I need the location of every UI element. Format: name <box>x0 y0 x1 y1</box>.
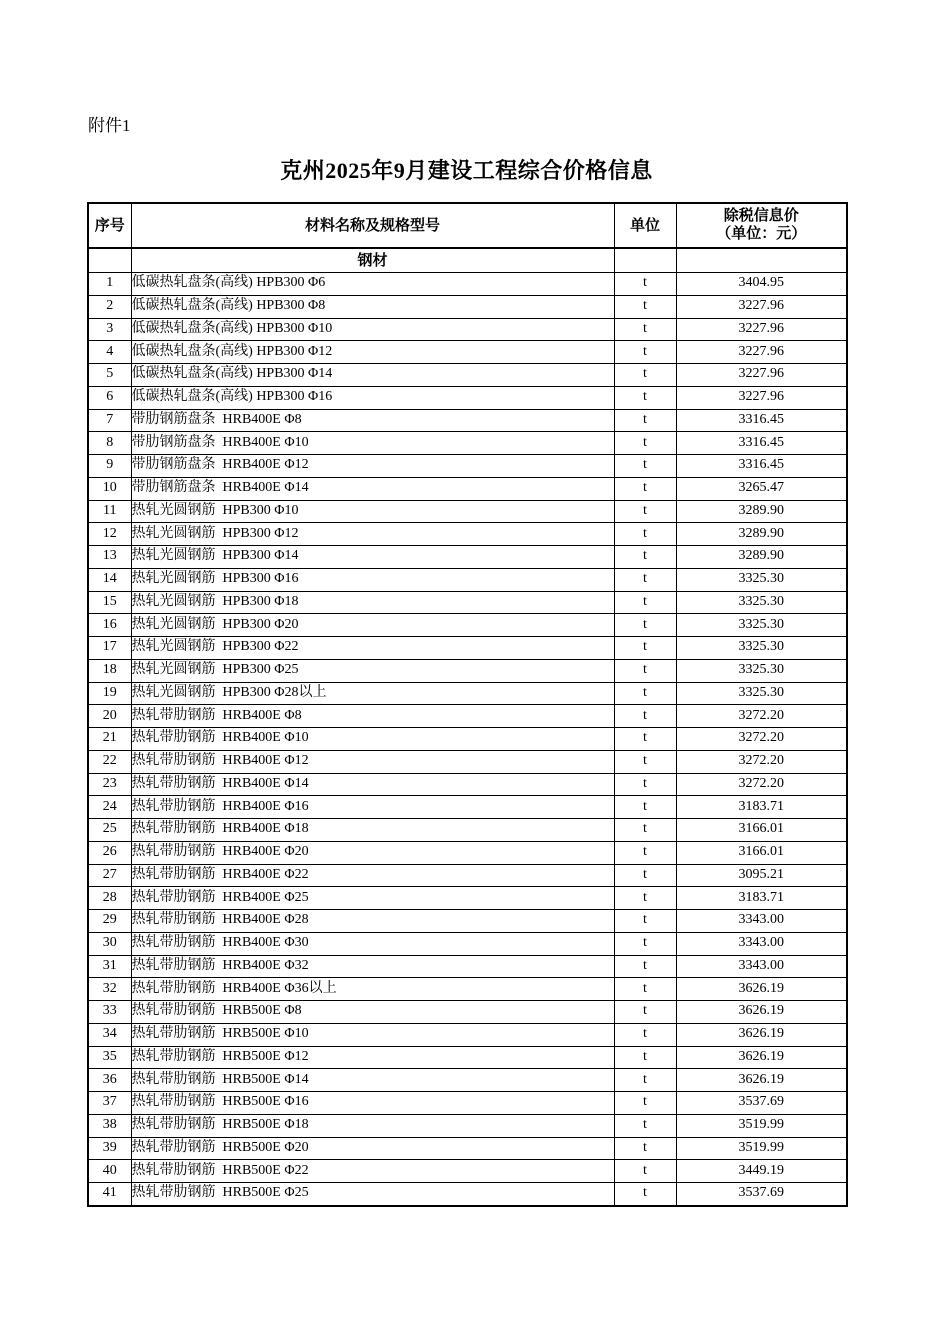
cell-material-name: 低碳热轧盘条(高线) HPB300 Φ10 <box>131 318 614 341</box>
cell-row-number: 26 <box>88 841 131 864</box>
table-row <box>88 887 847 910</box>
table-row <box>88 1160 847 1183</box>
cell-price: 3519.99 <box>676 1114 847 1137</box>
cell-material-name: 热轧光圆钢筋 HPB300 Φ20 <box>131 614 614 637</box>
cell-price: 3227.96 <box>676 386 847 409</box>
cell-row-number: 18 <box>88 659 131 682</box>
cell-unit: t <box>614 341 676 364</box>
cell-price: 3519.99 <box>676 1137 847 1160</box>
table-row <box>88 1046 847 1069</box>
cell-unit: t <box>614 591 676 614</box>
header-price-line1: 除税信息价 <box>723 208 799 225</box>
cell-material-name: 热轧带肋钢筋 HRB400E Φ32 <box>131 955 614 978</box>
cell-material-name: 低碳热轧盘条(高线) HPB300 Φ6 <box>131 273 614 296</box>
cell-price: 3316.45 <box>676 409 847 432</box>
cell-price: 3316.45 <box>676 455 847 478</box>
cell-unit: t <box>614 546 676 569</box>
cell-unit: t <box>614 796 676 819</box>
cell-unit: t <box>614 978 676 1001</box>
cell-unit: t <box>614 750 676 773</box>
cell-unit: t <box>614 910 676 933</box>
cell-unit: t <box>614 864 676 887</box>
table-row <box>88 614 847 637</box>
table-row <box>88 637 847 660</box>
cell-row-number: 34 <box>88 1023 131 1046</box>
cell-unit: t <box>614 318 676 341</box>
cell-row-number: 27 <box>88 864 131 887</box>
cell-unit: t <box>614 568 676 591</box>
table-row <box>88 978 847 1001</box>
cell-unit: t <box>614 477 676 500</box>
cell-unit: t <box>614 386 676 409</box>
cell-unit: t <box>614 614 676 637</box>
table-row <box>88 273 847 296</box>
table-row <box>88 295 847 318</box>
table-row <box>88 819 847 842</box>
cell-price: 3166.01 <box>676 819 847 842</box>
cell-row-number: 17 <box>88 637 131 660</box>
cell-row-number: 39 <box>88 1137 131 1160</box>
table-row <box>88 796 847 819</box>
cell-material-name: 热轧带肋钢筋 HRB500E Φ16 <box>131 1092 614 1115</box>
cell-material-name: 热轧带肋钢筋 HRB400E Φ8 <box>131 705 614 728</box>
cell-row-number: 28 <box>88 887 131 910</box>
cell-unit: t <box>614 659 676 682</box>
cell-price: 3316.45 <box>676 432 847 455</box>
cell-unit: t <box>614 1069 676 1092</box>
table-row <box>88 523 847 546</box>
table-row <box>88 341 847 364</box>
cell-material-name: 低碳热轧盘条(高线) HPB300 Φ12 <box>131 341 614 364</box>
cell-material-name: 热轧光圆钢筋 HPB300 Φ22 <box>131 637 614 660</box>
cell-price: 3449.19 <box>676 1160 847 1183</box>
table-header-row <box>88 203 847 248</box>
cell-unit: t <box>614 273 676 296</box>
header-col-serial: 序号 <box>88 203 131 248</box>
cell-unit: t <box>614 1092 676 1115</box>
table-row <box>88 409 847 432</box>
cell-price: 3227.96 <box>676 295 847 318</box>
table-row <box>88 932 847 955</box>
cell-material-name: 热轧带肋钢筋 HRB500E Φ22 <box>131 1160 614 1183</box>
cell-price: 3626.19 <box>676 1069 847 1092</box>
cell-unit: t <box>614 1114 676 1137</box>
cell-row-number: 4 <box>88 341 131 364</box>
cell-material-name: 带肋钢筋盘条 HRB400E Φ14 <box>131 477 614 500</box>
cell-material-name: 热轧带肋钢筋 HRB500E Φ18 <box>131 1114 614 1137</box>
cell-price: 3325.30 <box>676 591 847 614</box>
cell-unit: t <box>614 932 676 955</box>
header-col-material-name: 材料名称及规格型号 <box>131 203 614 248</box>
cell-row-number: 40 <box>88 1160 131 1183</box>
table-row <box>88 432 847 455</box>
cell-row-number: 3 <box>88 318 131 341</box>
cell-unit: t <box>614 728 676 751</box>
cell-price: 3272.20 <box>676 705 847 728</box>
cell-unit: t <box>614 1023 676 1046</box>
table-row <box>88 682 847 705</box>
cell-unit: t <box>614 1160 676 1183</box>
cell-row-number: 20 <box>88 705 131 728</box>
cell-row-number: 16 <box>88 614 131 637</box>
cell-price: 3325.30 <box>676 568 847 591</box>
cell-price: 3183.71 <box>676 887 847 910</box>
header-col-unit: 单位 <box>614 203 676 248</box>
cell-material-name: 热轧带肋钢筋 HRB400E Φ22 <box>131 864 614 887</box>
cell-row-number: 13 <box>88 546 131 569</box>
cell-price: 3325.30 <box>676 682 847 705</box>
cell-price: 3166.01 <box>676 841 847 864</box>
cell-row-number: 11 <box>88 500 131 523</box>
cell-row-number: 6 <box>88 386 131 409</box>
header-col-price <box>676 203 847 248</box>
cell-price: 3343.00 <box>676 910 847 933</box>
table-row <box>88 864 847 887</box>
attachment-label: 附件1 <box>88 116 131 135</box>
cell-row-number: 2 <box>88 295 131 318</box>
table-row <box>88 500 847 523</box>
table-row <box>88 1001 847 1024</box>
cell-row-number: 38 <box>88 1114 131 1137</box>
cell-unit: t <box>614 364 676 387</box>
section-row-steel <box>88 248 847 273</box>
cell-unit: t <box>614 773 676 796</box>
cell-material-name: 热轧带肋钢筋 HRB400E Φ12 <box>131 750 614 773</box>
cell-unit: t <box>614 955 676 978</box>
cell-price: 3626.19 <box>676 1023 847 1046</box>
cell-material-name: 热轧带肋钢筋 HRB500E Φ12 <box>131 1046 614 1069</box>
cell-unit: t <box>614 819 676 842</box>
cell-row-number: 22 <box>88 750 131 773</box>
cell-unit: t <box>614 1046 676 1069</box>
table-row <box>88 1114 847 1137</box>
cell-material-name: 热轧带肋钢筋 HRB500E Φ8 <box>131 1001 614 1024</box>
cell-row-number: 5 <box>88 364 131 387</box>
cell-row-number: 21 <box>88 728 131 751</box>
table-row <box>88 705 847 728</box>
cell-row-number: 25 <box>88 819 131 842</box>
cell-row-number: 14 <box>88 568 131 591</box>
page-title: 克州2025年9月建设工程综合价格信息 <box>280 158 653 183</box>
cell-unit: t <box>614 1137 676 1160</box>
cell-material-name: 热轧带肋钢筋 HRB400E Φ20 <box>131 841 614 864</box>
cell-row-number: 12 <box>88 523 131 546</box>
cell-material-name: 热轧带肋钢筋 HRB500E Φ14 <box>131 1069 614 1092</box>
table-row <box>88 910 847 933</box>
cell-unit: t <box>614 500 676 523</box>
cell-row-number: 32 <box>88 978 131 1001</box>
table-row <box>88 386 847 409</box>
cell-unit: t <box>614 523 676 546</box>
cell-unit: t <box>614 705 676 728</box>
cell-material-name: 低碳热轧盘条(高线) HPB300 Φ8 <box>131 295 614 318</box>
cell-row-number: 9 <box>88 455 131 478</box>
cell-material-name: 带肋钢筋盘条 HRB400E Φ8 <box>131 409 614 432</box>
price-table <box>87 202 848 1207</box>
cell-price: 3343.00 <box>676 932 847 955</box>
cell-row-number: 36 <box>88 1069 131 1092</box>
cell-price: 3227.96 <box>676 364 847 387</box>
cell-material-name: 热轧光圆钢筋 HPB300 Φ18 <box>131 591 614 614</box>
cell-row-number: 15 <box>88 591 131 614</box>
section-cell-empty-no <box>88 248 131 273</box>
cell-material-name: 热轧带肋钢筋 HRB400E Φ30 <box>131 932 614 955</box>
cell-material-name: 热轧光圆钢筋 HPB300 Φ16 <box>131 568 614 591</box>
cell-price: 3626.19 <box>676 1001 847 1024</box>
table-row <box>88 477 847 500</box>
cell-row-number: 7 <box>88 409 131 432</box>
cell-row-number: 37 <box>88 1092 131 1115</box>
cell-row-number: 24 <box>88 796 131 819</box>
cell-material-name: 热轧光圆钢筋 HPB300 Φ10 <box>131 500 614 523</box>
cell-material-name: 热轧带肋钢筋 HRB400E Φ28 <box>131 910 614 933</box>
cell-material-name: 热轧光圆钢筋 HPB300 Φ28以上 <box>131 682 614 705</box>
cell-unit: t <box>614 295 676 318</box>
cell-unit: t <box>614 1183 676 1206</box>
table-row <box>88 955 847 978</box>
section-title: 钢材 <box>131 248 614 273</box>
cell-row-number: 30 <box>88 932 131 955</box>
cell-material-name: 热轧带肋钢筋 HRB400E Φ18 <box>131 819 614 842</box>
table-row <box>88 568 847 591</box>
table-row <box>88 1137 847 1160</box>
cell-row-number: 10 <box>88 477 131 500</box>
cell-price: 3289.90 <box>676 523 847 546</box>
cell-unit: t <box>614 887 676 910</box>
cell-unit: t <box>614 432 676 455</box>
cell-price: 3537.69 <box>676 1092 847 1115</box>
cell-row-number: 35 <box>88 1046 131 1069</box>
table-row <box>88 546 847 569</box>
cell-unit: t <box>614 637 676 660</box>
cell-price: 3325.30 <box>676 659 847 682</box>
cell-material-name: 热轧光圆钢筋 HPB300 Φ14 <box>131 546 614 569</box>
cell-row-number: 1 <box>88 273 131 296</box>
cell-price: 3626.19 <box>676 1046 847 1069</box>
table-row <box>88 750 847 773</box>
section-cell-empty-unit <box>614 248 676 273</box>
cell-price: 3272.20 <box>676 750 847 773</box>
cell-material-name: 带肋钢筋盘条 HRB400E Φ12 <box>131 455 614 478</box>
cell-row-number: 41 <box>88 1183 131 1206</box>
cell-material-name: 低碳热轧盘条(高线) HPB300 Φ16 <box>131 386 614 409</box>
cell-price: 3095.21 <box>676 864 847 887</box>
header-price-line2: （单位：元） <box>716 225 807 242</box>
cell-price: 3325.30 <box>676 637 847 660</box>
cell-row-number: 29 <box>88 910 131 933</box>
cell-price: 3537.69 <box>676 1183 847 1206</box>
cell-price: 3626.19 <box>676 978 847 1001</box>
cell-material-name: 热轧带肋钢筋 HRB400E Φ14 <box>131 773 614 796</box>
cell-material-name: 带肋钢筋盘条 HRB400E Φ10 <box>131 432 614 455</box>
cell-unit: t <box>614 1001 676 1024</box>
cell-unit: t <box>614 455 676 478</box>
table-row <box>88 455 847 478</box>
cell-material-name: 热轧光圆钢筋 HPB300 Φ25 <box>131 659 614 682</box>
cell-price: 3227.96 <box>676 341 847 364</box>
section-cell-empty-price <box>676 248 847 273</box>
cell-material-name: 热轧带肋钢筋 HRB400E Φ10 <box>131 728 614 751</box>
cell-row-number: 31 <box>88 955 131 978</box>
table-row <box>88 364 847 387</box>
table-row <box>88 318 847 341</box>
cell-price: 3183.71 <box>676 796 847 819</box>
cell-price: 3289.90 <box>676 500 847 523</box>
table-row <box>88 1069 847 1092</box>
table-row <box>88 659 847 682</box>
cell-unit: t <box>614 409 676 432</box>
cell-unit: t <box>614 841 676 864</box>
cell-price: 3272.20 <box>676 728 847 751</box>
cell-material-name: 低碳热轧盘条(高线) HPB300 Φ14 <box>131 364 614 387</box>
cell-price: 3265.47 <box>676 477 847 500</box>
table-row <box>88 591 847 614</box>
cell-material-name: 热轧光圆钢筋 HPB300 Φ12 <box>131 523 614 546</box>
table-row <box>88 841 847 864</box>
cell-row-number: 33 <box>88 1001 131 1024</box>
cell-price: 3272.20 <box>676 773 847 796</box>
cell-material-name: 热轧带肋钢筋 HRB500E Φ25 <box>131 1183 614 1206</box>
cell-material-name: 热轧带肋钢筋 HRB400E Φ25 <box>131 887 614 910</box>
cell-price: 3325.30 <box>676 614 847 637</box>
table-row <box>88 1092 847 1115</box>
cell-row-number: 8 <box>88 432 131 455</box>
cell-material-name: 热轧带肋钢筋 HRB400E Φ36以上 <box>131 978 614 1001</box>
cell-unit: t <box>614 682 676 705</box>
cell-row-number: 23 <box>88 773 131 796</box>
cell-price: 3343.00 <box>676 955 847 978</box>
cell-material-name: 热轧带肋钢筋 HRB500E Φ10 <box>131 1023 614 1046</box>
cell-material-name: 热轧带肋钢筋 HRB500E Φ20 <box>131 1137 614 1160</box>
table-row <box>88 1023 847 1046</box>
table-row <box>88 1183 847 1206</box>
table-row <box>88 728 847 751</box>
cell-price: 3227.96 <box>676 318 847 341</box>
table-row <box>88 773 847 796</box>
cell-row-number: 19 <box>88 682 131 705</box>
cell-price: 3289.90 <box>676 546 847 569</box>
cell-price: 3404.95 <box>676 273 847 296</box>
cell-material-name: 热轧带肋钢筋 HRB400E Φ16 <box>131 796 614 819</box>
